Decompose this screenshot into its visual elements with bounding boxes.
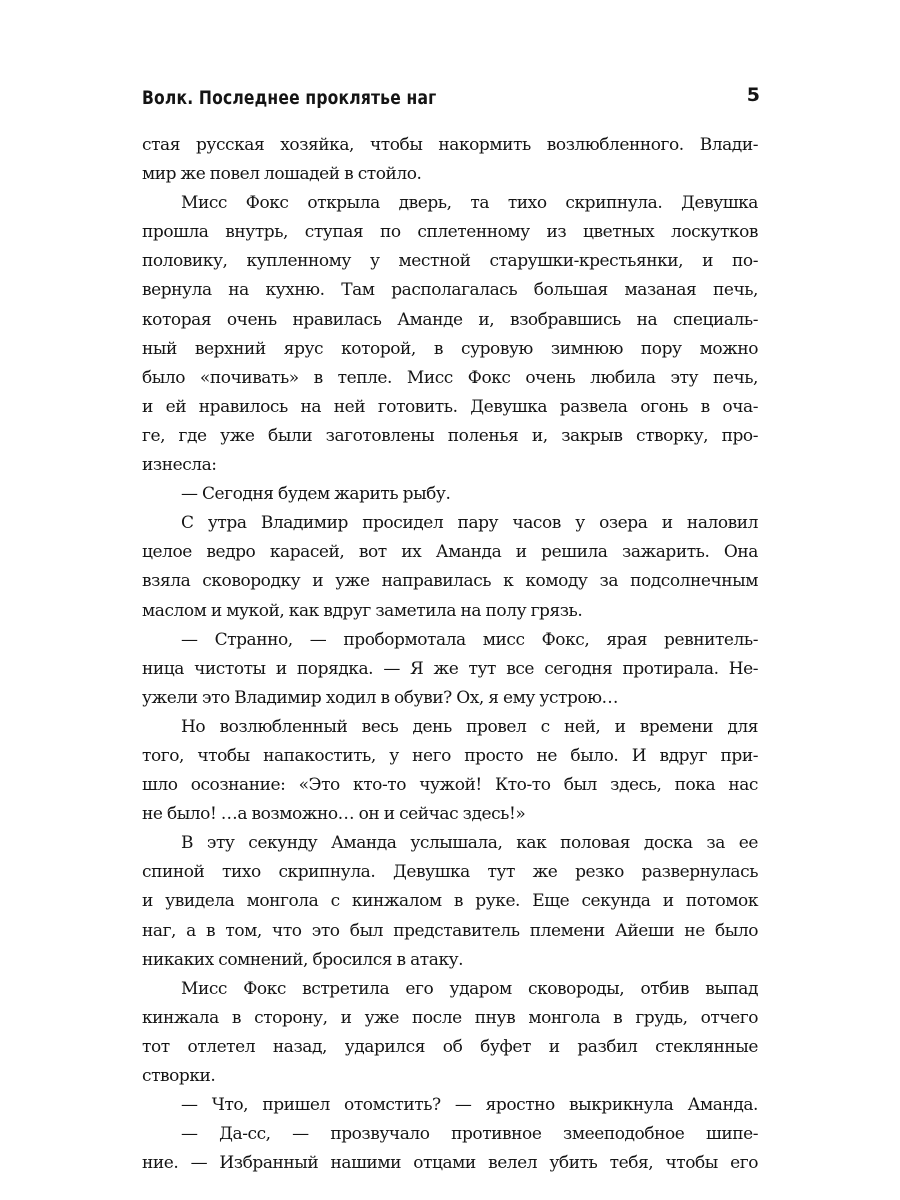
body-text <box>142 131 758 1178</box>
text-line: шло осознание: «Это кто-то чужой! Кто-то был здесь, пока нас <box>142 775 758 796</box>
text-line: створки. <box>142 1066 216 1086</box>
text-line: того, чтобы напакостить, у него просто не было. И вдруг при- <box>142 745 758 766</box>
text-line: половику, купленному у местной старушки-крестьянки, и по- <box>142 251 758 272</box>
text-line: прошла внутрь, ступая по сплетенному из цветных лоскутков <box>142 222 758 243</box>
text-line: целое ведро карасей, вот их Аманда и решила зажарить. Она <box>142 542 758 563</box>
text-line: маслом и мукой, как вдруг заметила на полу грязь. <box>142 600 583 621</box>
text-line: — Что, пришел отомстить? — яростно выкрикнула Аманда. <box>181 1095 758 1116</box>
text-line: Мисс Фокс встретила его ударом сковороды, отбив выпад <box>181 978 758 999</box>
text-line: — Да-сс, — прозвучало противное змееподобное шипе- <box>181 1124 758 1145</box>
text-line: стая русская хозяйка, чтобы накормить возлюбленного. Влади- <box>142 135 758 155</box>
text-line: изнесла: <box>142 455 217 476</box>
text-line: кинжала в сторону, и уже после пнув монгола в грудь, отчего <box>142 1007 758 1028</box>
text-line: и увидела монгола с кинжалом в руке. Еще секунда и потомок <box>142 891 758 912</box>
text-line: ница чистоты и порядка. — Я же тут все сегодня протирала. Не- <box>142 658 758 679</box>
text-line: мир же повел лошадей в стойло. <box>142 164 422 185</box>
text-line: вернула на кухню. Там располагалась большая мазаная печь, <box>142 280 758 301</box>
text-line: наг, а в том, что это был представитель племени Айеши не было <box>142 920 758 941</box>
text-line: ге, где уже были заготовлены поленья и, закрыв створку, про- <box>142 425 758 446</box>
text-line: ние. — Избранный нашими отцами велел убить тебя, чтобы его <box>142 1153 758 1174</box>
text-line: и ей нравилось на ней готовить. Девушка развела огонь в оча- <box>142 396 758 417</box>
text-line: никаких сомнений, бросился в атаку. <box>142 949 464 970</box>
text-line: спиной тихо скрипнула. Девушка тут же резко развернулась <box>142 862 758 883</box>
text-line: Мисс Фокс открыла дверь, та тихо скрипнула. Девушка <box>181 193 758 214</box>
text-line: — Странно, — пробормотала мисс Фокс, ярая ревнитель- <box>181 629 758 650</box>
text-line: не было! …а возможно… он и сейчас здесь!» <box>142 804 526 825</box>
text-line: которая очень нравилась Аманде и, взобравшись на специаль- <box>142 309 758 330</box>
text-line: ужели это Владимир ходил в обуви? Ох, я ему устрою… <box>142 687 619 708</box>
text-line: ный верхний ярус которой, в суровую зимнюю пору можно <box>142 338 758 359</box>
text-line: тот отлетел назад, ударился об буфет и разбил стеклянные <box>142 1036 758 1057</box>
text-line: В эту секунду Аманда услышала, как половая доска за ее <box>181 833 758 854</box>
text-line: — Сегодня будем жарить рыбу. <box>181 484 451 505</box>
text-line: взяла сковородку и уже направилась к комоду за подсолнечным <box>142 571 758 592</box>
text-line: было «почивать» в тепле. Мисс Фокс очень любила эту печь, <box>142 367 758 388</box>
running-title: Волк. Последнее проклятье наг <box>142 87 437 109</box>
text-line: Но возлюбленный весь день провел с ней, и времени для <box>181 716 758 737</box>
text-line: С утра Владимир просидел пару часов у озера и наловил <box>181 513 758 534</box>
running-header <box>142 80 647 116</box>
page-number: 5 <box>746 84 760 106</box>
